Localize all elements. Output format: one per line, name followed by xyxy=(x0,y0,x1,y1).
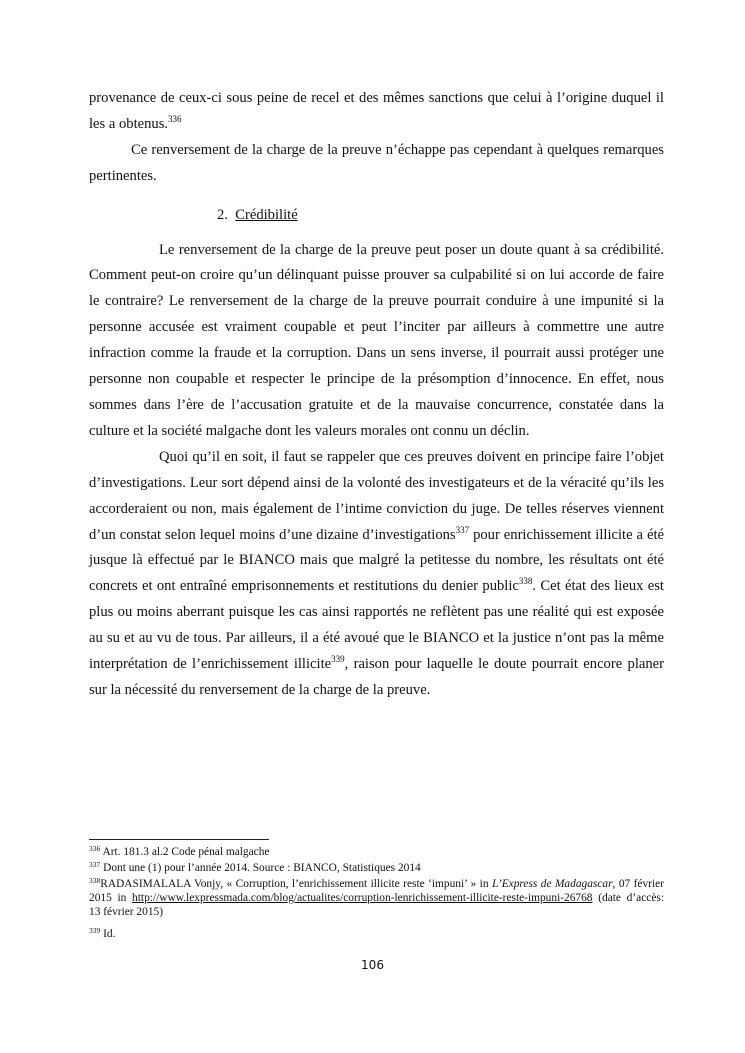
paragraph-3: Le renversement de la charge de la preuve peut poser un doute quant à sa crédibilité. Comment peut-on croire qu’un délinquant puisse prouver sa culpabilité si on lui accorde de faire le contraire? Le renversement de la charge de la preuve pourrait conduire à une impunité si la personne accusée est vraiment coupable et peut l’inciter par ailleurs à commettre une autre infraction comme la fraude et la corruption. Dans un sens inverse, il pourrait aussi protéger une personne non coupable et respecter le principe de la présomption d’innocence. En effet, nous sommes dans l’ère de l’accusation gratuite et de la mauvaise concurrence, constatée dans la culture et la société malgache dont les valeurs morales ont connu un déclin. xyxy=(89,241,664,439)
footnote-ref-338[interactable]: 338 xyxy=(518,576,533,587)
source-title: L’Express de Madagascar xyxy=(491,878,613,890)
footnote-337: $^{337}$ Dont une (1) pour l’année 2014. Source : BIANCO, Statistiques 2014 xyxy=(89,860,421,874)
section-heading xyxy=(89,203,664,229)
footnote-338: $^{338}$RADASIMALALA Vonjy, « Corruption, l’enrichissement illicite reste ‘impuni’ » in L’Express de Madagascar, 07 février 2015 in http://www.lexpressmada.com/blog/actualites/corruption-lenrichissement-illicite-reste-impuni-26768 (date d’accès: 13 février 2015) xyxy=(89,876,664,919)
footnote-336: $^{336}$ Art. 181.3 al.2 Code pénal malgache xyxy=(89,844,270,858)
source-link[interactable]: http://www.lexpressmada.com/blog/actualites/corruption-lenrichissement-illicite-reste-impuni-26768 xyxy=(132,892,593,905)
heading-title: Crédibilité xyxy=(235,206,298,223)
page-number: 106 xyxy=(361,958,384,972)
body-text xyxy=(89,86,664,704)
footnote-ref-337[interactable]: 337 xyxy=(455,524,470,535)
footnote-ref-339[interactable]: 339 xyxy=(331,654,345,665)
paragraph-1: provenance de ceux-ci sous peine de recel et des mêmes sanctions que celui à l’origine duquel il les a obtenus.$^{336}$ xyxy=(89,90,664,132)
footnote-339: $^{339}$ Id. xyxy=(89,926,116,940)
footnote-ref-336[interactable]: 336 xyxy=(168,113,182,124)
paragraph-4: Quoi qu’il en soit, il faut se rappeler que ces preuves doivent en principe faire l’objet d’investigations. Leur sort dépend ainsi de la volonté des investigateurs et de la véracité qu’ils les accorderaient ou non, mais également de l’intime conviction du juge. De telles réserves viennent d’un constat selon lequel moins d’une dizaine d’investigations$^{337}$ pour enrichissement illicite a été jusque là effectué par le BIANCO mais que malgré la petitesse du nombre, les résultats ont été concrets et ont entraîné emprisonnements et restitutions du denier public$^{338}$. Cet état des lieux est plus ou moins aberrant puisque les cas ainsi rapportés ne reflètent pas une réalité qui est exposée au su et au vu de tous. Par ailleurs, il a été avoué que le BIANCO et la justice n’ont pas la même interprétation de l’enrichissement illicite$^{339}$, raison pour laquelle le doute pourrait encore planer sur la nécessité du renversement de la charge de la preuve. xyxy=(89,448,665,698)
footnote-separator xyxy=(89,839,269,840)
heading-number: 2. xyxy=(217,206,228,223)
paragraph-2: Ce renversement de la charge de la preuve n’échappe pas cependant à quelques remarques pertinentes. xyxy=(89,141,664,184)
